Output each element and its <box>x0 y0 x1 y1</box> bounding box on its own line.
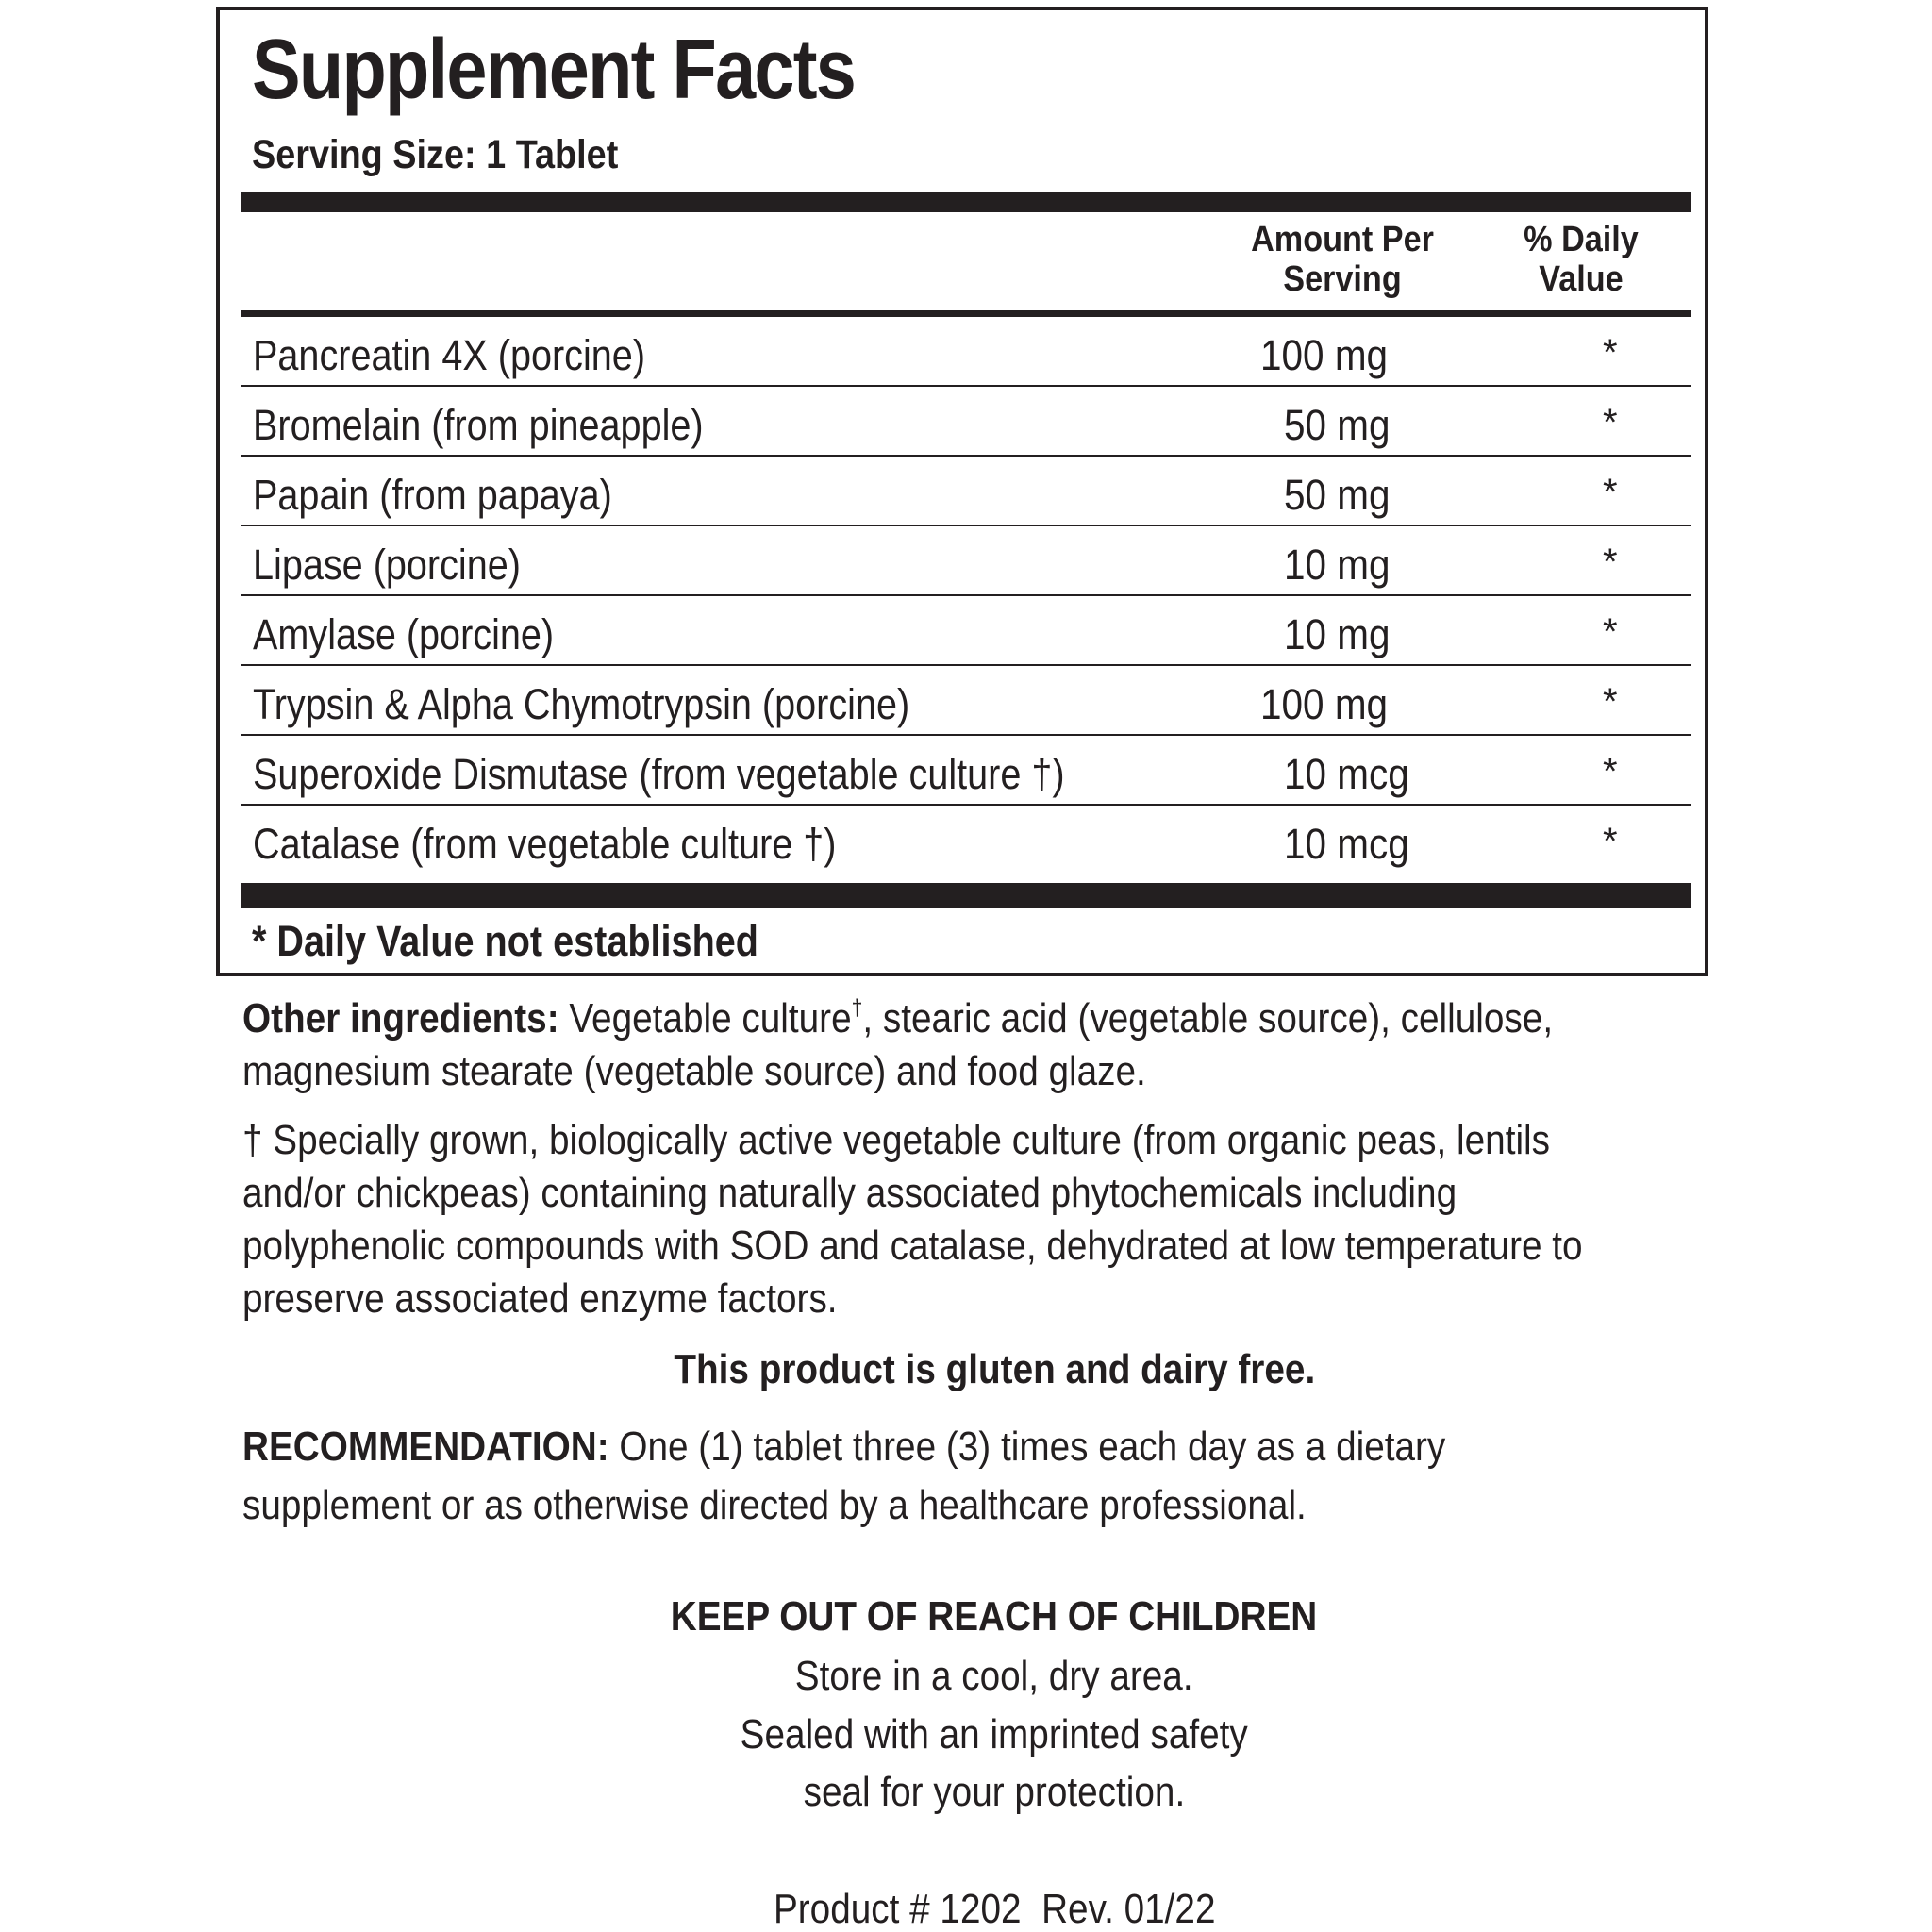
ingredient-name: Lipase (porcine) <box>253 541 521 589</box>
table-row: Pancreatin 4X (porcine) 100 mg * <box>242 317 1691 387</box>
supplement-facts-panel <box>216 7 1708 976</box>
daily-value-mark: * <box>1603 751 1618 792</box>
divider-thick-bottom <box>242 883 1691 908</box>
table-row: Superoxide Dismutase (from vegetable culture †) 10 mcg * <box>242 736 1691 806</box>
recommendation-label: RECOMMENDATION: <box>242 1424 609 1470</box>
column-header-dv-line2: Value <box>1539 259 1624 299</box>
other-ingredients-label: Other ingredients: <box>242 995 559 1041</box>
recommendation-text: One (1) tablet three (3) times each day as a dietary supplement or as otherwise directed by a healthcare professional. <box>242 1424 1446 1528</box>
panel-title: Supplement Facts <box>252 23 856 117</box>
dagger-mark: † <box>851 995 863 1021</box>
column-header-amount-line1: Amount Per <box>1251 220 1434 259</box>
column-header-amount-line2: Serving <box>1283 259 1402 299</box>
ingredient-name: Bromelain (from pineapple) <box>253 401 704 449</box>
recommendation <box>242 1418 1604 1535</box>
dagger-note: † Specially grown, biologically active vegetable culture (from organic peas, lentils and/or chickpeas) containing naturally associated phytochemicals including polyphenolic compounds with SOD and catalase, dehydrated at low temperature to preserve associated enzyme factors. <box>242 1117 1583 1322</box>
ingredient-name: Amylase (porcine) <box>253 610 555 658</box>
ingredient-name: Papain (from papaya) <box>253 471 612 519</box>
ingredient-name: Catalase (from vegetable culture †) <box>253 820 837 868</box>
daily-value-mark: * <box>1603 821 1618 862</box>
daily-value-mark: * <box>1603 611 1618 653</box>
ingredient-name: Superoxide Dismutase (from vegetable culture †) <box>253 750 1065 798</box>
daily-value-mark: * <box>1603 332 1618 374</box>
other-ingredients-text-2: , stearic acid (vegetable source), cellulose, magnesium stearate (vegetable source) and food glaze. <box>242 995 1554 1094</box>
divider-header <box>242 310 1691 317</box>
ingredient-table <box>242 317 1691 875</box>
daily-value-mark: * <box>1603 541 1618 583</box>
table-row: Lipase (porcine) 10 mg * <box>242 526 1691 596</box>
serving-size: Serving Size: 1 Tablet <box>252 132 619 177</box>
column-header-dv-line1: % Daily <box>1524 220 1639 259</box>
product-number: Product # 1202 Rev. 01/22 <box>773 1886 1216 1932</box>
divider-thick-top <box>242 192 1691 212</box>
table-row: Papain (from papaya) 50 mg * <box>242 457 1691 526</box>
ingredient-name: Pancreatin 4X (porcine) <box>253 331 646 379</box>
other-ingredients <box>242 992 1604 1098</box>
daily-value-mark: * <box>1603 402 1618 443</box>
ingredient-name: Trypsin & Alpha Chymotrypsin (porcine) <box>253 680 910 728</box>
daily-value-mark: * <box>1603 681 1618 723</box>
daily-value-footnote: * Daily Value not established <box>252 917 758 965</box>
other-ingredients-text-1: Vegetable culture <box>558 995 852 1041</box>
table-row: Bromelain (from pineapple) 50 mg * <box>242 387 1691 457</box>
daily-value-mark: * <box>1603 472 1618 513</box>
seal-note-line1: Sealed with an imprinted safety <box>740 1711 1249 1757</box>
table-row: Trypsin & Alpha Chymotrypsin (porcine) 100 mg * <box>242 666 1691 736</box>
table-row: Catalase (from vegetable culture †) 10 mcg * <box>253 820 1618 868</box>
table-row: Amylase (porcine) 10 mg * <box>242 596 1691 666</box>
gluten-dairy-free-statement: This product is gluten and dairy free. <box>674 1346 1315 1392</box>
children-warning: KEEP OUT OF REACH OF CHILDREN <box>671 1593 1318 1640</box>
storage-instructions: Store in a cool, dry area. <box>795 1653 1193 1699</box>
seal-note-line2: seal for your protection. <box>803 1769 1186 1815</box>
column-header-daily-value <box>1491 220 1671 299</box>
column-header-amount <box>1239 220 1446 299</box>
